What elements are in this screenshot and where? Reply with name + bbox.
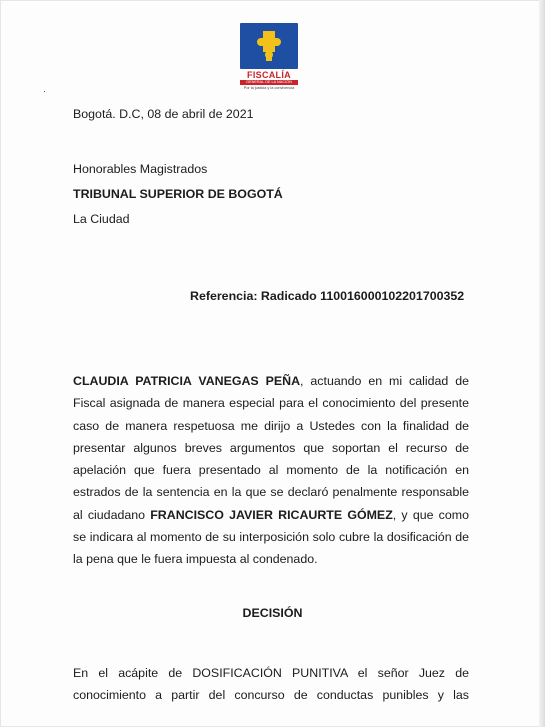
paragraph-line: se indicara al momento de su interposición solo cubre la dosificación de xyxy=(73,530,469,545)
paragraph-line: la pena que le fuera impuesta al condenado. xyxy=(73,552,318,567)
reference-line: Referencia: Radicado 110016000102201700352 xyxy=(190,289,465,303)
body-paragraph-2 xyxy=(73,662,469,707)
line-text: al ciudadano xyxy=(73,507,151,522)
speck xyxy=(44,91,45,92)
logo-subtitle: GENERAL DE LA NACIÓN xyxy=(240,80,298,85)
logo-name: FISCALÍA xyxy=(247,70,291,80)
paragraph-line: estrados de la sentencia en la que se declaró penalmente responsable xyxy=(73,485,469,500)
line-text: , y que como xyxy=(392,507,469,522)
puzzle-piece-icon xyxy=(253,29,285,63)
salutation: Honorables Magistrados xyxy=(73,162,208,176)
paragraph-line: caso de manera respetuosa me dirijo a Ustedes con la finalidad de xyxy=(73,418,469,433)
paragraph-line xyxy=(73,504,469,526)
paragraph-line: En el acápite de DOSIFICACIÓN PUNITIVA el señor Juez de xyxy=(73,666,469,680)
paragraph-line: apelación que fuera presentado al momento de la notificación en xyxy=(73,463,469,478)
logo-tagline: Por la justicia y la convivencia xyxy=(243,86,295,90)
place-date: Bogotá. D.C, 08 de abril de 2021 xyxy=(73,107,254,121)
logo-emblem xyxy=(240,23,298,69)
paragraph-line: conocimiento a partir del concurso de conductas punibles y las xyxy=(73,688,469,703)
section-heading: DECISIÓN xyxy=(242,606,303,620)
paragraph-line xyxy=(73,370,469,392)
paragraph-line: Fiscal asignada de manera especial para el conocimiento del presente xyxy=(73,396,469,411)
prosecutor-name: CLAUDIA PATRICIA VANEGAS PEÑA xyxy=(73,374,301,388)
city: La Ciudad xyxy=(73,212,130,226)
defendant-name: FRANCISCO JAVIER RICAURTE GÓMEZ xyxy=(150,507,393,522)
court-name: TRIBUNAL SUPERIOR DE BOGOTÁ xyxy=(73,187,283,201)
paragraph-line: presentar algunos breves argumentos que soportan el recurso de xyxy=(73,440,469,455)
line-text: , actuando en mi calidad de xyxy=(300,374,469,388)
fiscalia-logo xyxy=(240,23,298,95)
body-paragraph-1 xyxy=(73,370,469,571)
